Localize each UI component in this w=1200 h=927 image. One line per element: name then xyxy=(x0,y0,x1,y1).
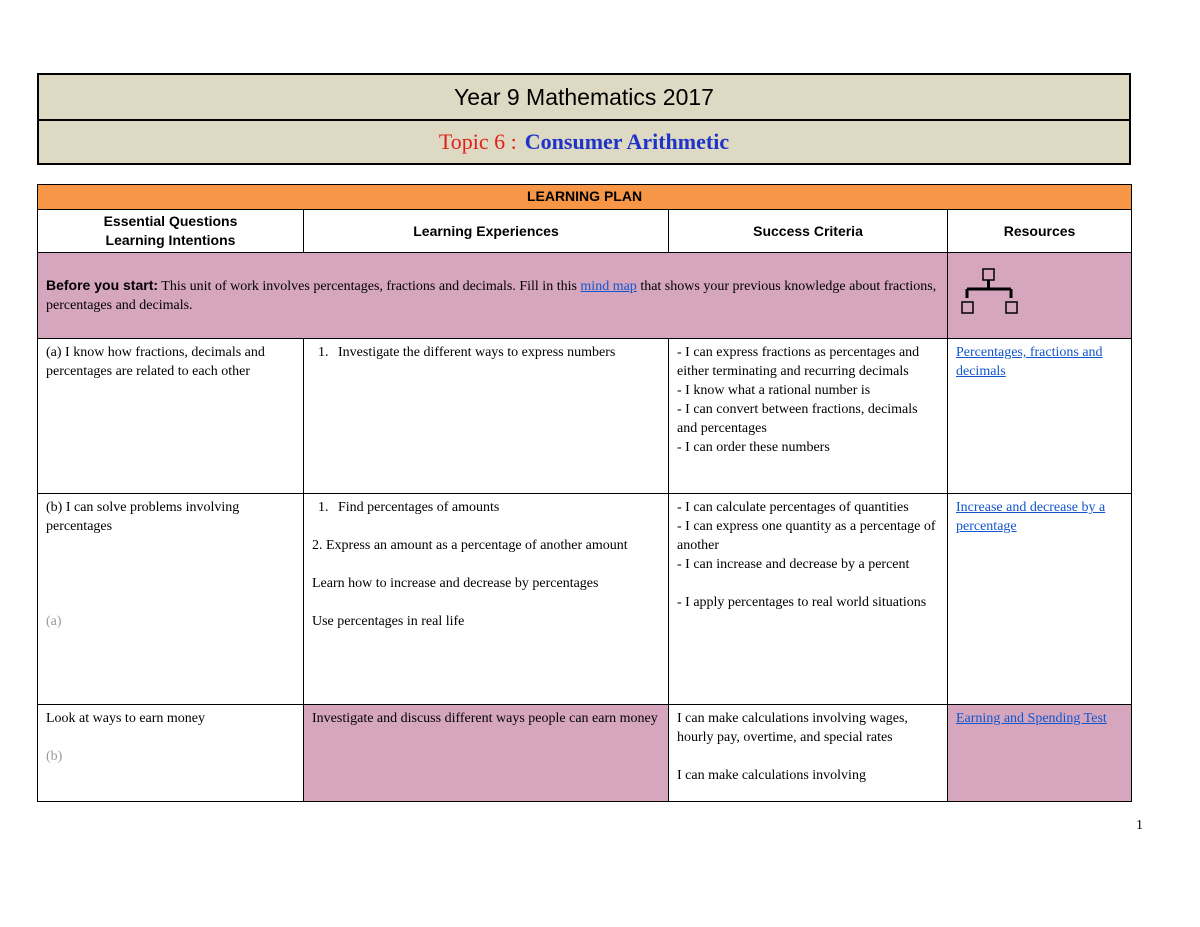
column-header-criteria: Success Criteria xyxy=(669,210,948,253)
topic-line xyxy=(39,121,1129,163)
column-header-intentions: Essential Questions Learning Intentions xyxy=(38,210,304,253)
column-header-experiences: Learning Experiences xyxy=(304,210,669,253)
intention-cell: (b) I can solve problems involving percentages (a) xyxy=(38,494,304,705)
resource-link[interactable]: Percentages, fractions and decimals xyxy=(956,345,1103,379)
mind-map-link[interactable]: mind map xyxy=(580,279,637,294)
criteria-cell xyxy=(669,494,948,705)
row-tag: (a) xyxy=(46,614,62,629)
experience-item: 2. Express an amount as a percentage of another amount xyxy=(312,538,628,553)
experience-item: Learn how to increase and decrease by percentages xyxy=(312,576,599,591)
document-title: Year 9 Mathematics 2017 xyxy=(39,75,1129,121)
topic-number: Topic 6 : xyxy=(438,129,517,154)
resource-cell xyxy=(948,494,1132,705)
experience-cell: Investigate and discuss different ways people can earn money xyxy=(304,705,669,802)
experience-item: Use percentages in real life xyxy=(312,614,465,629)
intro-bold: Before you start: xyxy=(46,277,159,293)
resource-link[interactable]: Increase and decrease by a percentage xyxy=(956,500,1106,534)
criteria-item: - I can convert between fractions, decimals and percentages xyxy=(677,402,918,436)
row-tag: (b) xyxy=(46,749,63,764)
topic-name: Consumer Arithmetic xyxy=(524,129,730,154)
criteria-item: I can make calculations involving xyxy=(677,768,866,783)
experience-item: 1. Investigate the different ways to express numbers xyxy=(318,345,616,360)
criteria-cell xyxy=(669,705,948,802)
resource-link[interactable]: Earning and Spending Test xyxy=(956,711,1107,726)
criteria-item: - I know what a rational number is xyxy=(677,383,871,398)
criteria-item: - I can calculate percentages of quantities xyxy=(677,500,909,515)
criteria-item: - I apply percentages to real world situations xyxy=(677,595,927,610)
column-header-resources: Resources xyxy=(948,210,1132,253)
table-row xyxy=(38,494,1132,705)
experience-cell xyxy=(304,339,669,494)
experience-cell xyxy=(304,494,669,705)
table-row xyxy=(38,339,1132,494)
mind-map-icon[interactable] xyxy=(956,265,1026,321)
intention-cell: Look at ways to earn money (b) xyxy=(38,705,304,802)
criteria-item: - I can express one quantity as a percentage of another xyxy=(677,519,936,553)
document-header xyxy=(37,73,1131,165)
table-title-row xyxy=(38,185,1132,210)
resource-cell xyxy=(948,339,1132,494)
criteria-item: - I can increase and decrease by a percent xyxy=(677,557,910,572)
page-number: 1 xyxy=(1136,818,1143,833)
criteria-item: - I can express fractions as percentages and either terminating and recurring decimals xyxy=(677,345,920,379)
intro-text-end: that shows your previous knowledge about fractions, percentages and decimals. xyxy=(46,279,937,313)
criteria-item: - I can order these numbers xyxy=(677,440,830,455)
criteria-cell xyxy=(669,339,948,494)
intro-resource-cell xyxy=(948,253,1132,339)
table-title: LEARNING PLAN xyxy=(38,185,1132,210)
experience-item: 1. Find percentages of amounts xyxy=(318,500,500,515)
table-row-intro xyxy=(38,253,1132,339)
intention-cell: (a) I know how fractions, decimals and percentages are related to each other xyxy=(38,339,304,494)
table-row xyxy=(38,705,1132,802)
learning-plan-table xyxy=(37,184,1132,802)
criteria-item: I can make calculations involving wages, hourly pay, overtime, and special rates xyxy=(677,711,908,745)
intro-cell xyxy=(38,253,948,339)
intro-text: This unit of work involves percentages, fractions and decimals. Fill in this xyxy=(158,279,581,294)
table-header-row xyxy=(38,210,1132,253)
resource-cell xyxy=(948,705,1132,802)
